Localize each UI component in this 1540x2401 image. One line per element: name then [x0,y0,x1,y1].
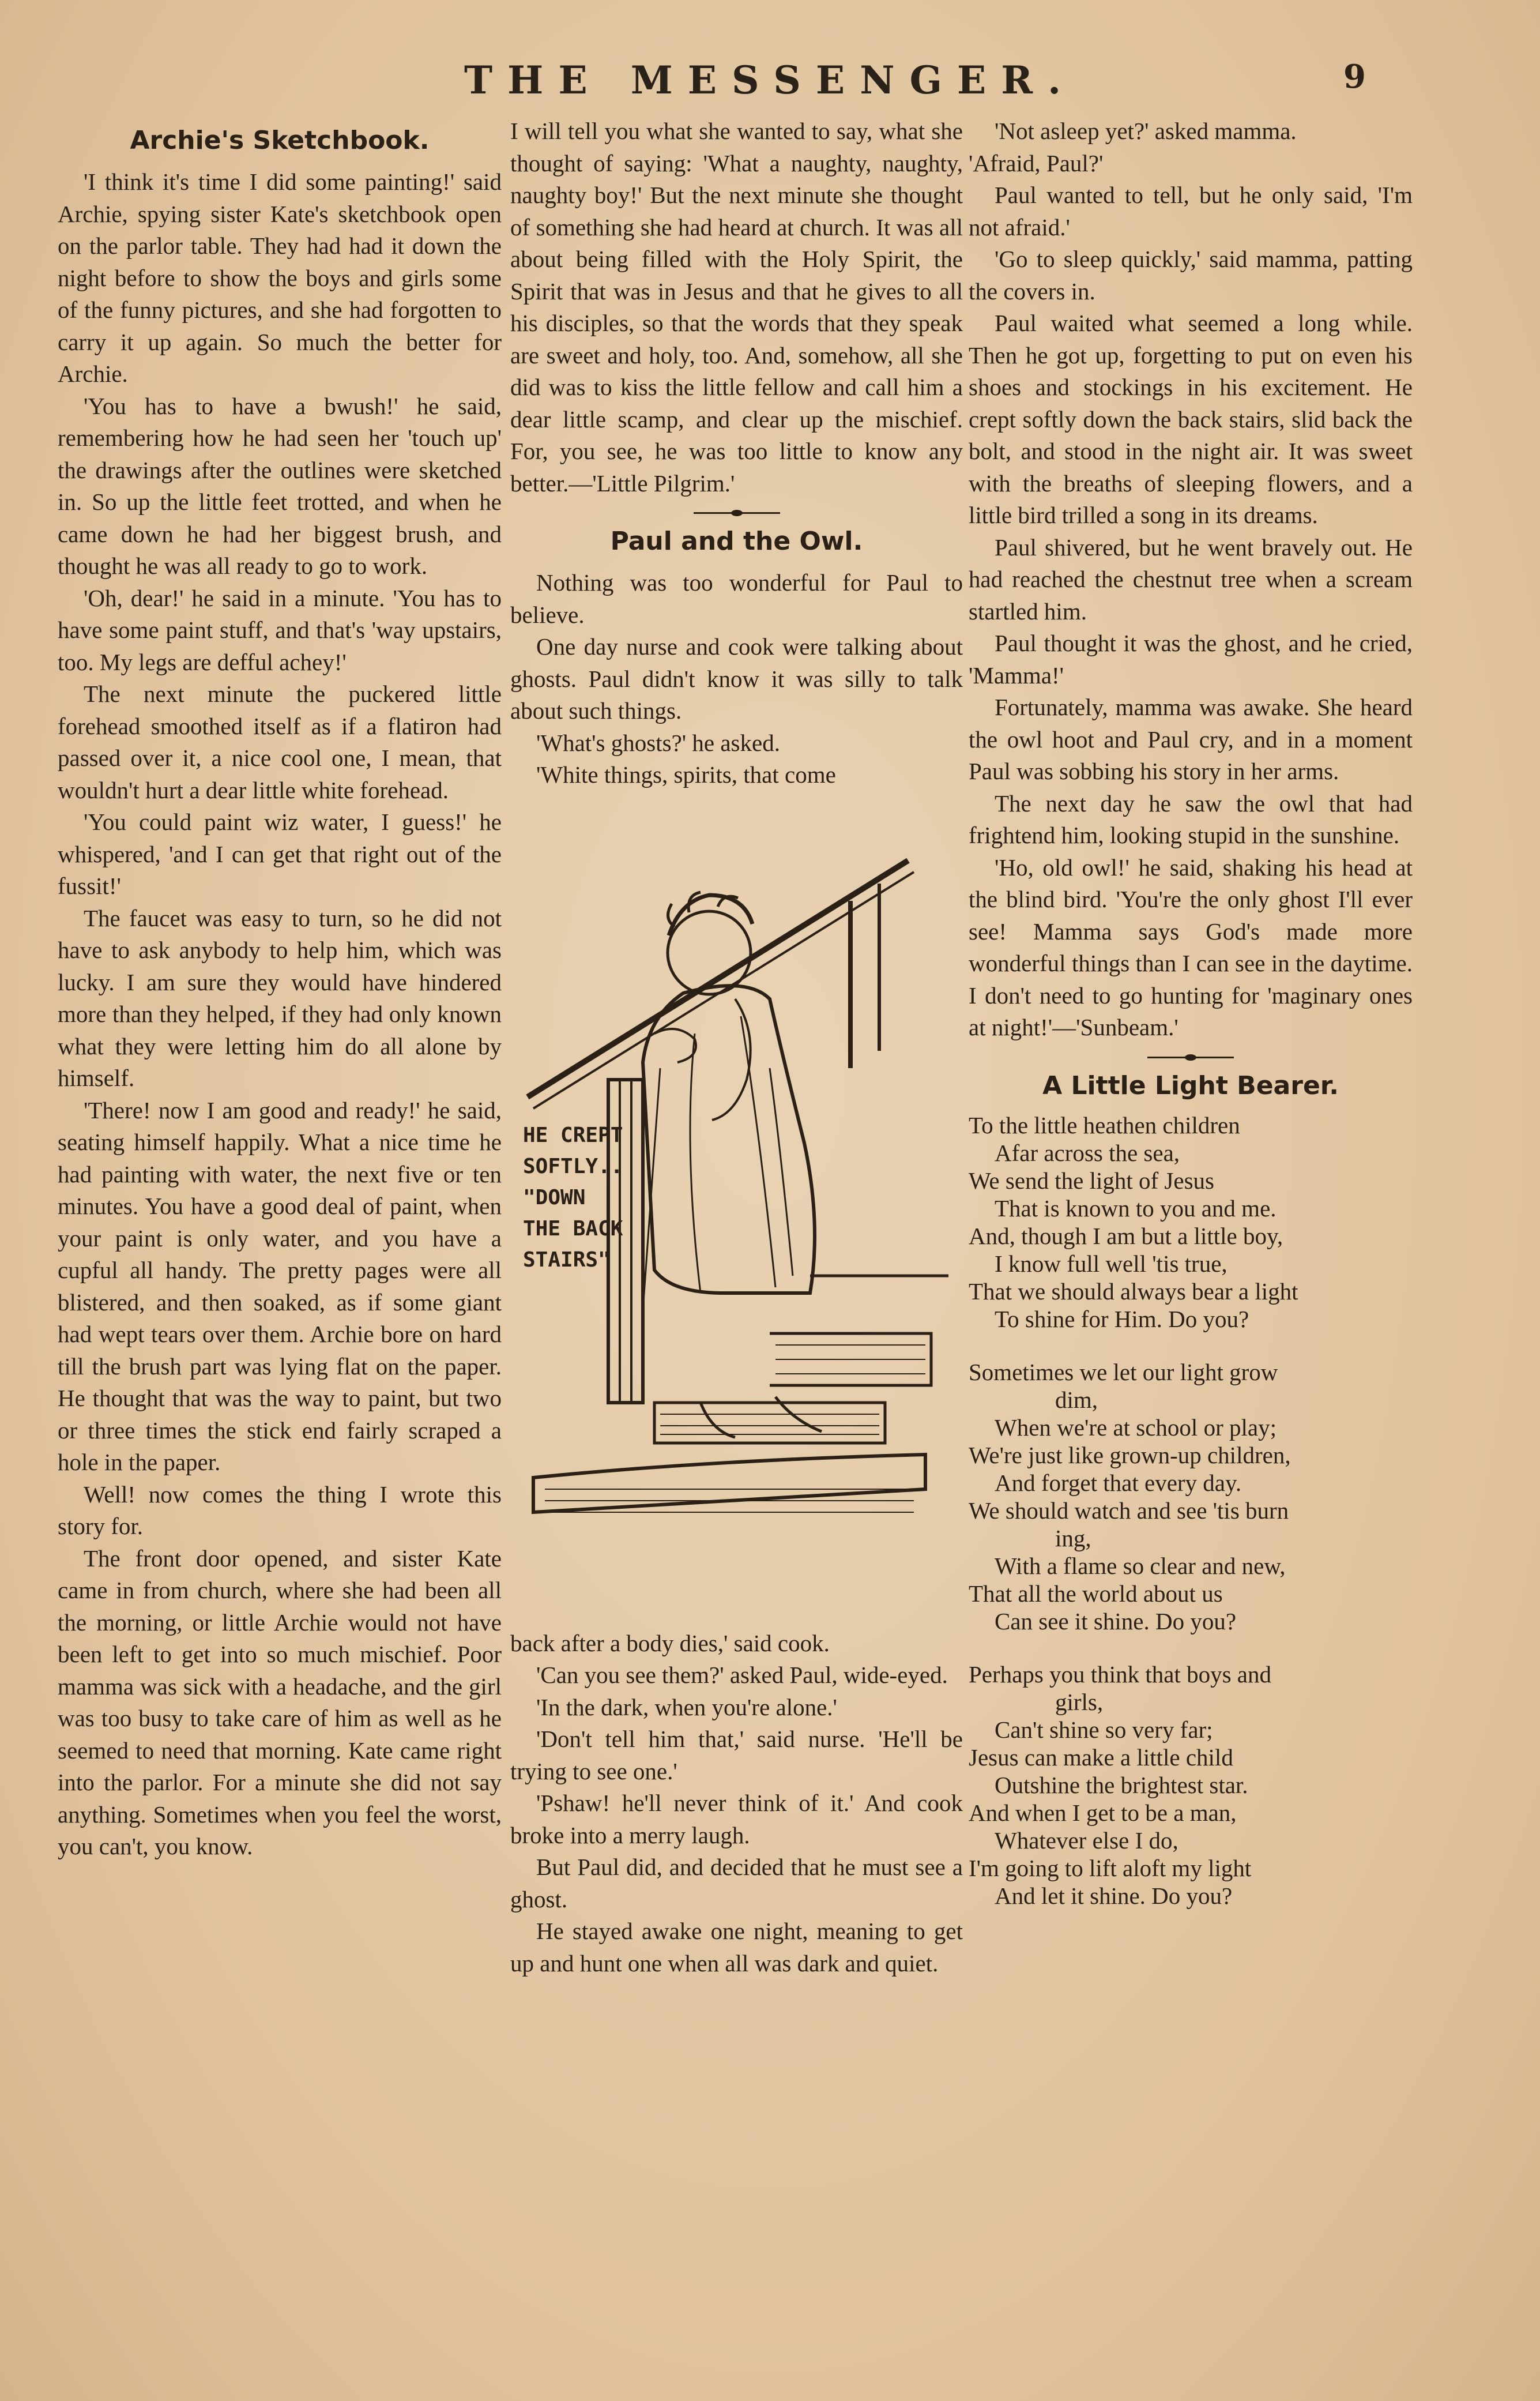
poem-line: girls, [1055,1688,1104,1715]
poem-stanza [969,1358,1413,1635]
archie-paragraph: 'There! now I am good and ready!' he said, seating himself happily. What a nice time he had painting with water, the next five or ten minutes. You have a good deal of paint, when your paint is only water, and you have a cupful all handy. The pretty pages were all blistered, and then soaked, as if some giant had wept tears over them. Archie bore on hard till the brush part was lying flat on the paper. He thought that was the way to paint, but two or three times the stick end fairly scraped a hole in the paper. [58,1096,502,1475]
poem-line: Whatever else I do, [995,1827,1178,1854]
paul-paragraph: Paul wanted to tell, but he only said, 'I'm not afraid.' [969,182,1413,241]
illustration-caption [523,1120,656,1276]
paul-paragraph: 'Afraid, Paul?' [969,149,1104,176]
poem-line: ing, [1055,1524,1091,1551]
poem-stanza [969,1111,1413,1333]
archie-paragraph: 'You has to have a bwush!' he said, remembering how he had seen her 'touch up' the drawings after the outlines were sketched in. So up the little feet trotted, and when he came down he had her biggest brush, and thought he was all ready to go to work. [58,392,502,579]
poem-line: That all the world about us [969,1580,1223,1607]
poem-line: Can't shine so very far; [995,1716,1213,1743]
poem-line: And when I get to be a man, [969,1799,1237,1826]
paul-paragraph: 'Not asleep yet?' asked mamma. [995,118,1297,144]
paul-paragraph: The next day he saw the owl that had frightend him, looking stupid in the sunshine. [969,790,1413,848]
poem-line: And, though I am but a little boy, [969,1222,1283,1249]
paul-paragraph: 'Can you see them?' asked Paul, wide-eyed. [536,1662,948,1688]
archie-paragraph: The faucet was easy to turn, so he did not have to ask anybody to help him, which was lucky. I am sure they would have hindered more than they helped, if they had only known what they were letting him do all alone by himself. [58,904,502,1091]
poem-line: And let it shine. Do you? [995,1882,1233,1909]
column-3 [969,115,1413,1935]
column-1 [58,115,502,1863]
poem-line: Can see it shine. Do you? [995,1607,1237,1635]
paul-paragraph: 'Go to sleep quickly,' said mamma, patting the covers in. [969,246,1413,305]
section-divider [1147,1057,1234,1058]
paul-story-title: Paul and the Owl. [610,527,863,556]
paul-paragraph: One day nurse and cook were talking about ghosts. Paul didn't know it was silly to talk about such things. [510,633,963,724]
caption-line: HE CREPT [523,1123,623,1147]
archie-story-title: Archie's Sketchbook. [130,126,430,155]
boy-on-stairs-illustration [510,826,963,1610]
archie-paragraph: The front door opened, and sister Kate came in from church, where she had been all the morning, or little Archie would not have been left to get into so much mischief. Poor mamma was sick with a headache, and the girl was too busy to take care of him as well as he seemed to need that morning. Kate came right into the parlor. For a minute she did not say anything. Sometimes when you feel the worst, you can't, you know. [58,1545,502,1859]
archie-paragraph: 'Oh, dear!' he said in a minute. 'You has to have some paint stuff, and that's 'way upstairs, too. My legs are defful achey!' [58,584,502,675]
paul-paragraph: 'Don't tell him that,' said nurse. 'He'll be trying to see one.' [510,1726,963,1784]
poem-title: A Little Light Bearer. [1042,1070,1339,1100]
column-2 [510,115,963,1979]
section-divider [694,512,780,514]
paul-paragraph: back after a body dies,' said cook. [510,1629,830,1656]
paul-paragraph: 'In the dark, when you're alone.' [536,1693,837,1720]
archie-paragraph: 'You could paint wiz water, I guess!' he whispered, 'and I can get that right out of the fussit!' [58,809,502,899]
paul-paragraph: Fortunately, mamma was awake. She heard the owl hoot and Paul cry, and in a moment Paul was sobbing his story in her arms. [969,694,1413,784]
poem-line: That we should always bear a light [969,1277,1298,1305]
poem-line: We should watch and see 'tis burn [969,1497,1289,1524]
caption-line: STAIRS" [523,1248,611,1272]
paul-paragraph: 'White things, spirits, that come [536,761,836,788]
poem-line: I'm going to lift aloft my light [969,1854,1252,1881]
paul-paragraph: Paul thought it was the ghost, and he cried, 'Mamma!' [969,630,1413,689]
poem-line: Outshine the brightest star. [995,1771,1248,1798]
caption-line: "DOWN [523,1185,586,1209]
masthead [0,58,1540,110]
paul-paragraph: But Paul did, and decided that he must see a ghost. [510,1854,963,1912]
poem-line: That is known to you and me. [995,1194,1277,1222]
poem-line: Perhaps you think that boys and [969,1660,1271,1688]
poem-line: With a flame so clear and new, [995,1552,1286,1579]
archie-paragraph: Well! now comes the thing I wrote this story for. [58,1481,502,1539]
poem-line: We send the light of Jesus [969,1167,1214,1194]
poem-line: To the little heathen children [969,1111,1240,1138]
paul-paragraph: 'Pshaw! he'll never think of it.' And cook broke into a merry laugh. [510,1790,963,1848]
paul-paragraph: Nothing was too wonderful for Paul to believe. [510,569,963,628]
paul-paragraph: Paul shivered, but he went bravely out. He had reached the chestnut tree when a scream startled him. [969,533,1413,625]
caption-line: THE BACK [523,1216,623,1241]
archie-paragraph: I will tell you what she wanted to say, what she thought of saying: 'What a naughty, naughty, naughty boy!' But the next minute she thought of something she had heard at church. It was all about being filled with the Holy Spirit, the Spirit that was in Jesus and that he gives to all his disciples, so that the words that they speak are sweet and holy, too. And, somehow, all she did was to kiss the little fellow and call him a dear little scamp, and clear up the mischief. For, you see, he was too little to know any better.—'Little Pilgrim.' [510,118,963,497]
paul-paragraph: Paul waited what seemed a long while. Then he got up, forgetting to put on even his shoes and stockings in his excitement. He crept softly down the back stairs, slid back the bolt, and stood in the night air. It was sweet with the breaths of sleeping flowers, and a little bird trilled a song in its dreams. [969,310,1413,528]
paul-paragraph: 'What's ghosts?' he asked. [536,729,780,756]
poem-stanza [969,1660,1413,1910]
poem-line: When we're at school or play; [995,1414,1277,1441]
poem-line: Sometimes we let our light grow [969,1358,1278,1385]
poem-line: Afar across the sea, [995,1139,1180,1166]
poem-line: Jesus can make a little child [969,1744,1233,1771]
poem-line: I know full well 'tis true, [995,1250,1228,1277]
archie-paragraph: The next minute the puckered little forehead smoothed itself as if a flatiron had passed over it, a nice cool one, I mean, that wouldn't hurt a dear little white forehead. [58,681,502,803]
page-number: 9 [1343,58,1366,96]
poem-line: And forget that every day. [995,1469,1242,1496]
archie-paragraph: 'I think it's time I did some painting!' said Archie, spying sister Kate's sketchbook open on the parlor table. They had had it down the night before to show the boys and girls some of the funny pictures, and she had forgotten to carry it up again. So much the better for Archie. [58,168,502,387]
masthead-title: THE MESSENGER. [464,58,1076,103]
paul-paragraph: He stayed awake one night, meaning to get up and hunt one when all was dark and quiet. [510,1918,963,1977]
caption-line: SOFTLY.. [523,1154,623,1178]
poem-line: dim, [1055,1386,1098,1413]
poem-line: To shine for Him. Do you? [995,1305,1249,1332]
poem-line: We're just like grown-up children, [969,1441,1291,1468]
paul-paragraph: 'Ho, old owl!' he said, shaking his head at the blind bird. 'You're the only ghost I'll ever see! Mamma says God's made more wonderful things than I can see in the daytime. I don't need to go hunting for 'maginary ones at night!'—'Sunbeam.' [969,854,1413,1040]
